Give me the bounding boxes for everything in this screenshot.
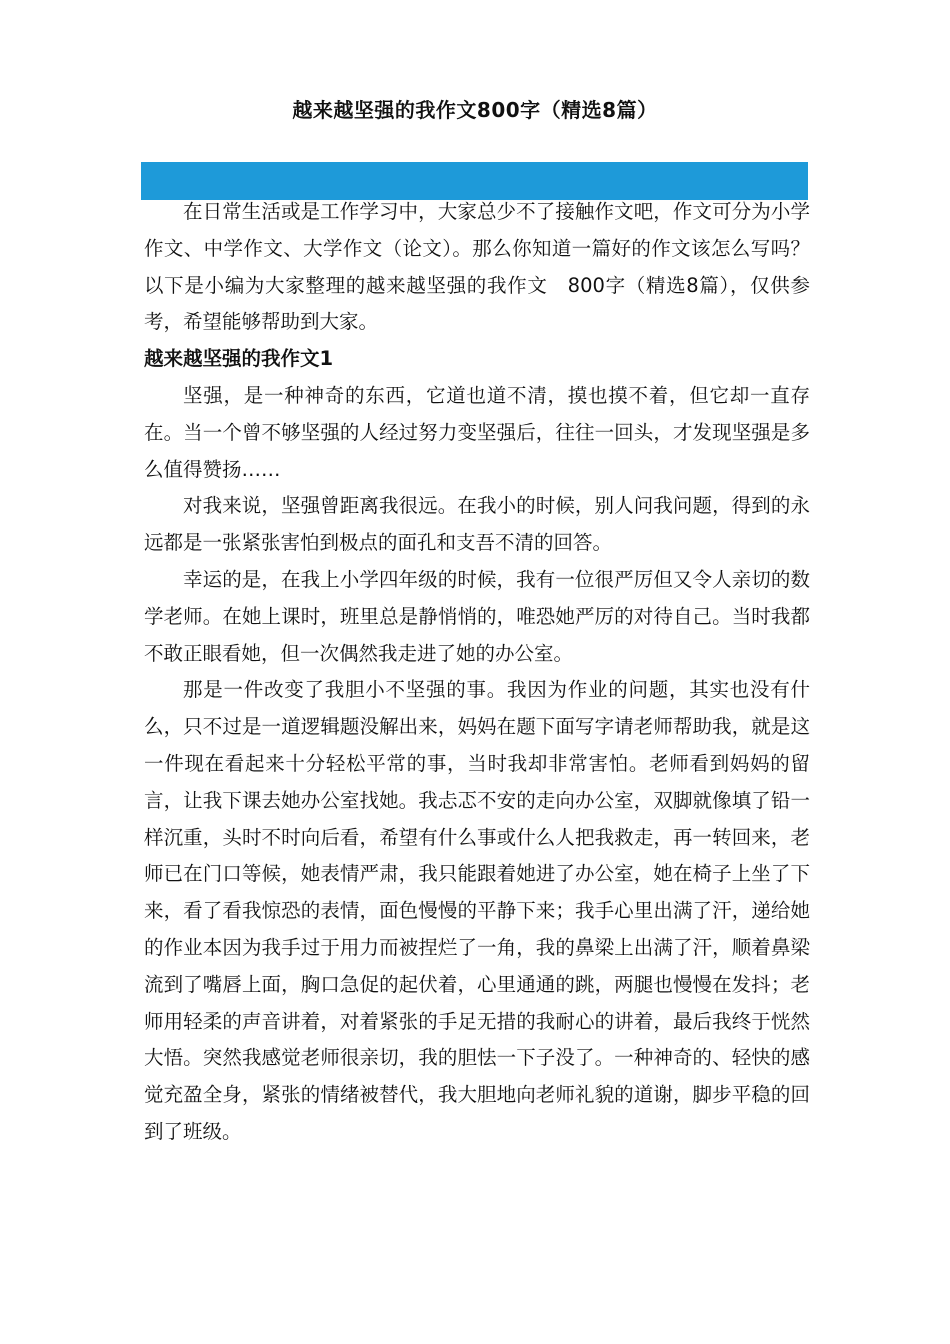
body-paragraph: 那是一件改变了我胆小不坚强的事。我因为作业的问题，其实也没有什么，只不过是一道逻辑题没解出来，妈妈在题下面写字请老师帮助我，就是这一件现在看起来十分轻松平常的事，当时我却非常害怕。老师看到妈妈的留言，让我下课去她办公室找她。我忐忑不安的走向办公室，双脚就像填了铅一样沉重，头时不时向后看，希望有什么事或什么人把我救走，再一转回来，老师已在门口等候，她表情严肃，我只能跟着她进了办公室，她在椅子上坐了下来，看了看我惊恐的表情，面色慢慢的平静下来；我手心里出满了汗，递给她的作业本因为我手过于用力而被捏烂了一角，我的鼻梁上出满了汗，顺着鼻梁流到了嘴唇上面，胸口急促的起伏着，心里通通的跳，两腿也慢慢在发抖；老师用轻柔的声音讲着，对着紧张的手足无措的我耐心的讲着，最后我终于恍然大悟。突然我感觉老师很亲切，我的胆怯一下子没了。一种神奇的、轻快的感觉充盈全身，紧张的情绪被替代，我大胆地向老师礼貌的道谢，脚步平稳的回到了班级。 [144,678,810,1143]
document-title: 越来越坚强的我作文800字（精选8篇） [292,98,658,122]
document-body [144,194,810,1151]
intro-paragraph: 在日常生活或是工作学习中，大家总少不了接触作文吧，作文可分为小学作文、中学作文、大学作文（论文）。那么你知道一篇好的作文该怎么写吗？以下是小编为大家整理的越来越坚强的我作文 800字（精选8篇），仅供参考，希望能够帮助到大家。 [144,200,810,334]
section-heading: 越来越坚强的我作文1 [144,347,334,371]
body-paragraph: 对我来说，坚强曾距离我很远。在我小的时候，别人问我问题，得到的永远都是一张紧张害怕到极点的面孔和支吾不清的回答。 [144,494,810,555]
body-paragraph: 幸运的是，在我上小学四年级的时候，我有一位很严厉但又令人亲切的数学老师。在她上课时，班里总是静悄悄的，唯恐她严厉的对待自己。当时我都不敢正眼看她，但一次偶然我走进了她的办公室。 [144,567,810,665]
body-paragraph: 坚强，是一种神奇的东西，它道也道不清，摸也摸不着，但它却一直存在。当一个曾不够坚强的人经过努力变坚强后，往往一回头，才发现坚强是多么值得赞扬…… [144,383,810,481]
